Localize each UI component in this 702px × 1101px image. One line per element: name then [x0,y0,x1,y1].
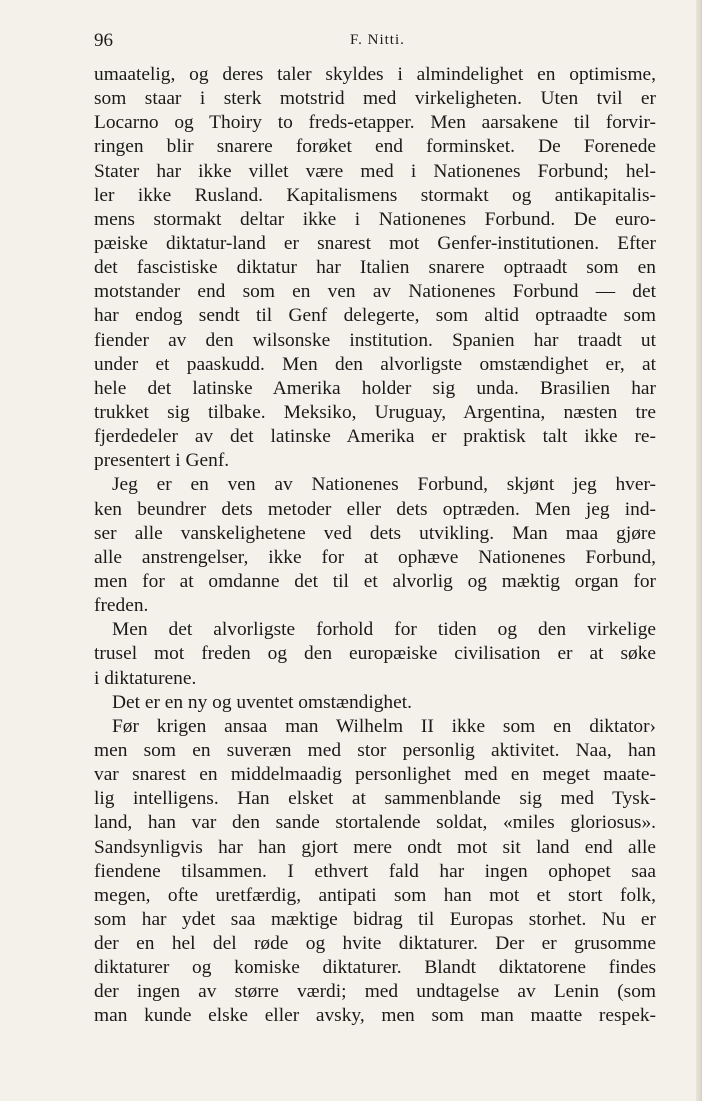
text-line: hele det latinske Amerika holder sig unda. Brasilien har [94,377,656,399]
text-line: i diktaturene. [94,667,197,689]
text-line: Stater har ikke villet være med i Nationenes Forbund; hel- [94,160,656,182]
text-line: trusel mot freden og den europæiske civilisation er at søke [94,643,656,665]
text-line: fiendene tilsammen. I ethvert fald har ingen ophopet saa [94,860,656,882]
text-line: megen, ofte uretfærdig, antipati som han mot et stort folk, [94,884,656,906]
text-line: ser alle vanskelighetene ved dets utvikling. Man maa gjøre [94,522,656,544]
text-line: ken beundrer dets metoder eller dets optræden. Men jeg ind- [94,498,656,520]
text-line: det fascistiske diktatur har Italien snarere optraadt som en [94,257,656,279]
text-line: men som en suveræn med stor personlig aktivitet. Naa, han [94,739,656,761]
text-line: ringen blir snarere forøket end forminsket. De Forenede [94,136,656,158]
text-line: Før krigen ansaa man Wilhelm II ikke som en diktator› [112,715,656,737]
text-line: har endog sendt til Genf delegerte, som altid optraadte som [94,305,656,327]
text-line: Det er en ny og uventet omstændighet. [112,691,412,713]
text-line: Jeg er en ven av Nationenes Forbund, skjønt jeg hver- [112,474,656,496]
text-line: men for at omdanne det til et alvorlig og mæktig organ for [94,570,656,592]
text-line: under et paaskudd. Men den alvorligste omstændighet er, at [94,353,656,375]
text-line: alle anstrengelser, ikke for at ophæve Nationenes Forbund, [94,546,656,568]
text-line: umaatelig, og deres taler skyldes i almindelighet en optimisme, [94,64,656,85]
text-line: der ingen av større værdi; med undtagelse av Lenin (som [94,981,656,1003]
text-line: Men det alvorligste forhold for tiden og den virkelige [112,619,656,641]
text-line: fjerdedeler av det latinske Amerika er praktisk talt ikke re- [94,426,656,448]
page-header [94,30,656,54]
page-edge [696,0,702,1101]
body-text [94,63,656,1029]
text-line: lig intelligens. Han elsket at sammenblande sig med Tysk- [94,788,656,810]
text-line: fiender av den wilsonske institution. Spanien har traadt ut [94,329,656,351]
text-line: der en hel del røde og hvite diktaturer. Der er grusomme [94,933,656,955]
text-line: ler ikke Rusland. Kapitalismens stormakt og antikapitalis- [94,184,656,206]
running-head: F. Nitti. [350,32,405,48]
text-line: trukket sig tilbake. Meksiko, Uruguay, Argentina, næsten tre [94,401,656,423]
text-line: diktaturer og komiske diktaturer. Blandt diktatorene findes [94,957,656,979]
page-number: 96 [94,30,113,51]
text-line: var snarest en middelmaadig personlighet med en meget maate- [94,764,656,786]
text-line: Sandsynligvis har han gjort mere ondt mot sit land end alle [94,836,656,858]
text-line: pæiske diktatur-land er snarest mot Genfer-institutionen. Efter [94,232,656,254]
text-line: Locarno og Thoiry to freds-etapper. Men aarsakene til forvir- [94,112,656,134]
text-line: mens stormakt deltar ikke i Nationenes Forbund. De euro- [94,208,656,230]
text-line: presentert i Genf. [94,450,230,472]
text-line: motstander end som en ven av Nationenes Forbund — det [94,281,656,303]
text-line: man kunde elske eller avsky, men som man maatte respek- [94,1005,656,1027]
text-line: som har ydet saa mæktige bidrag til Europas storhet. Nu er [94,908,656,930]
text-line: land, han var den sande stortalende soldat, «miles gloriosus». [94,812,656,834]
text-line: freden. [94,595,149,617]
text-line: som staar i sterk motstrid med virkeligheten. Uten tvil er [94,88,656,110]
